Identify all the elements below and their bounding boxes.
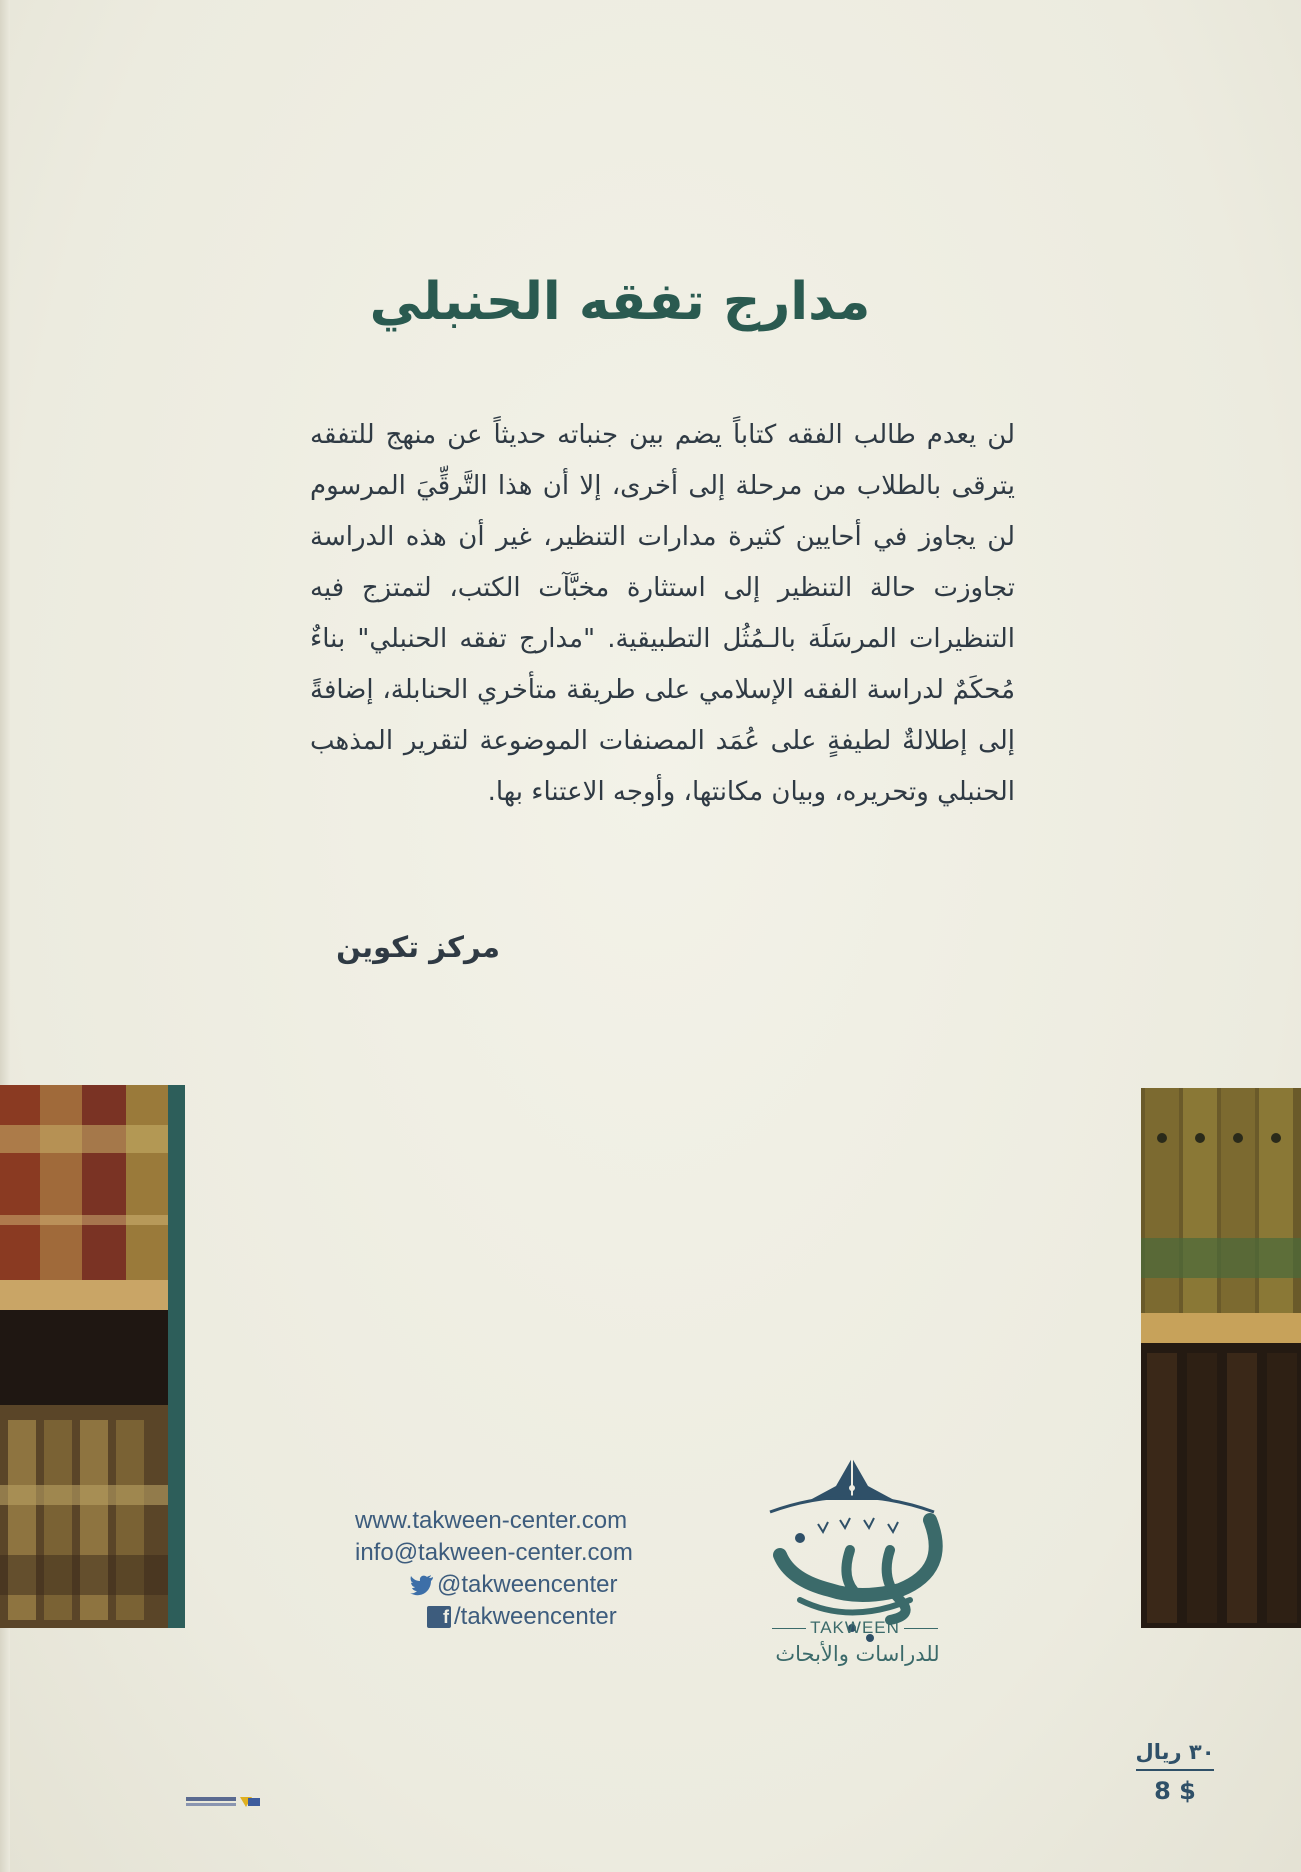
email-link[interactable]: info@takween-center.com [355,1539,633,1566]
price-box [1130,1738,1220,1808]
book-title: مدارج تفقه الحنبلي [369,272,871,332]
logo-name: TAKWEEN [760,1618,950,1638]
twitter-icon [410,1574,434,1596]
book-description: لن يعدم طالب الفقه كتاباً يضم بين جنباته حديثاً عن منهج للتفقه يترقى بالطلاب من مرحلة إلى أخرى، إلا أن هذا التَّرقِّيَ المرسوم لن يجاوز في أحايين كثيرة مدارات التنظير، غير أن هذه الدراسة تجاوزت حالة التنظير إلى استثارة مخبَّآت الكتب، لتمتزج فيه التنظيرات المرسَلَة بالـمُثُل التطبيقية. "مدارج تفقه الحنبلي" بناءٌ مُحكَمٌ لدراسة الفقه الإسلامي على طريقة متأخري الحنابلة، إضافةً إلى إطلالةٌ لطيفةٍ على عُمَد المصنفات الموضوعة لتقرير المذهب الحنبلي وتحريره، وبيان مكانتها، وأوجه الاعتناء بها. [310,420,1015,807]
bookshelf-image-right [1141,1088,1301,1628]
contact-info [355,1505,715,1633]
price-divider [1136,1769,1214,1771]
logo-subtitle: للدراسات والأبحاث [775,1642,940,1666]
website-link[interactable]: www.takween-center.com [355,1507,628,1534]
publisher-name: مركز تكوين [336,930,500,964]
facebook-link[interactable]: f /takweencenter [355,1601,715,1633]
twitter-link[interactable]: @takweencenter [355,1569,715,1601]
price-sar: ٣٠ ريال [1135,1740,1215,1764]
designer-mark-icon [186,1795,262,1809]
facebook-icon: f [427,1606,451,1628]
bookshelf-image-left [0,1085,185,1628]
price-usd: 8 $ [1154,1777,1196,1805]
